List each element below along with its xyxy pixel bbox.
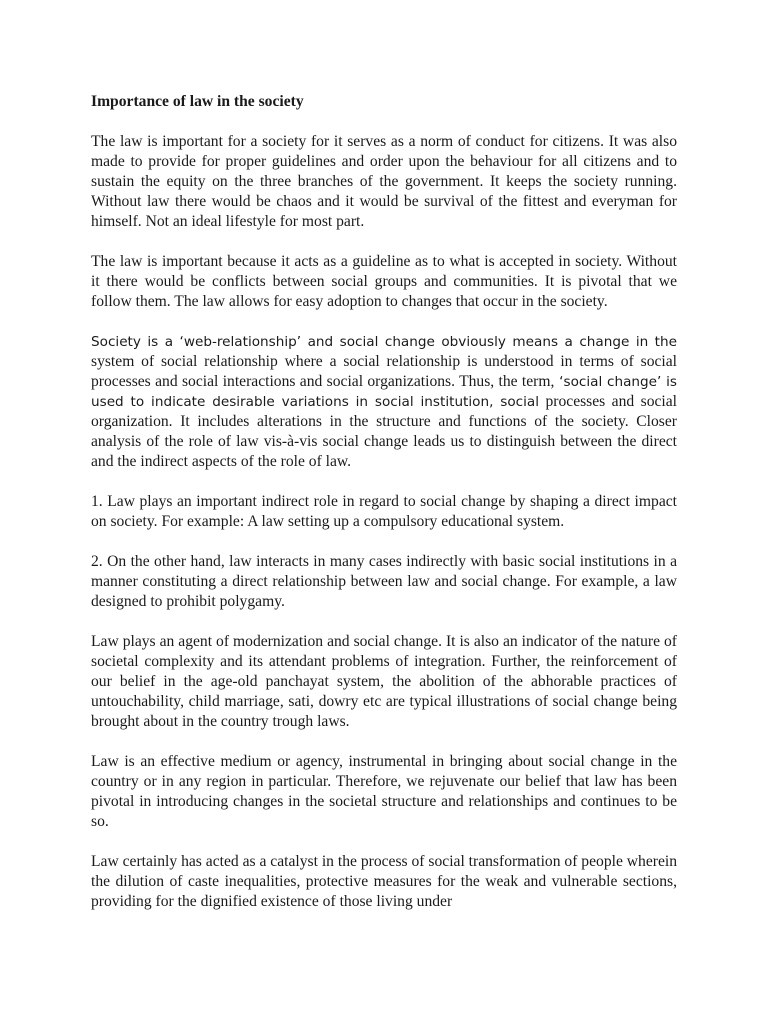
document-page — [91, 92, 677, 912]
society-lead-text: Society is a ‘web-relationship’ and social change obviously means a change in the — [91, 334, 677, 350]
paragraph-law-guideline: The law is important because it acts as a guideline as to what is accepted in society. Without it there would be conflicts between social groups and communities. It is pivotal that we follow them. The law allows for easy adoption to changes that occur in the society. — [91, 253, 677, 310]
society-tail-text: processes and social organization. It includes alterations in the structure and functions of the society. Closer analysis of the role of law vis-à-vis social change leads us to distinguish between the direct and the indirect aspects of the role of law. — [91, 393, 678, 470]
paragraph-effective-medium: Law is an effective medium or agency, instrumental in bringing about social change in the country or in any region in particular. Therefore, we rejuvenate our belief that law has been pivotal in introducing changes in the societal structure and relationships and continues to be so. — [91, 753, 677, 830]
point-two: 2. On the other hand, law interacts in many cases indirectly with basic social institutions in a manner constituting a direct relationship between law and social change. For example, a law designed to prohibit polygamy. — [91, 553, 677, 610]
social-change-term-text: ‘social change’ is used to indicate desirable variations in social institution, social — [91, 374, 677, 410]
society-mid-text: system of social relationship where a social relationship is understood in terms of social processes and social interactions and social organizations. Thus, the term, — [91, 353, 677, 390]
point-one: 1. Law plays an important indirect role in regard to social change by shaping a direct impact on society. For example: A law setting up a compulsory educational system. — [91, 493, 677, 530]
paragraph-law-importance: The law is important for a society for it serves as a norm of conduct for citizens. It was also made to provide for proper guidelines and order upon the behaviour for all citizens and to sustain the equity on the three branches of the government. It keeps the society running. Without law there would be chaos and it would be survival of the fittest and everyman for himself. Not an ideal lifestyle for most part. — [91, 133, 677, 230]
paragraph-modernization: Law plays an agent of modernization and social change. It is also an indicator of the nature of societal complexity and its attendant problems of integration. Further, the reinforcement of our belief in the age-old panchayat system, the abolition of the abhorable practices of untouchability, child marriage, sati, dowry etc are typical illustrations of social change being brought about in the country trough laws. — [91, 633, 677, 730]
paragraph-catalyst: Law certainly has acted as a catalyst in the process of social transformation of people wherein the dilution of caste inequalities, protective measures for the weak and vulnerable sections, providing for the dignified existence of those living under — [91, 853, 677, 910]
paragraph-society-web-relationship — [91, 332, 677, 472]
document-title: Importance of law in the society — [91, 93, 304, 110]
